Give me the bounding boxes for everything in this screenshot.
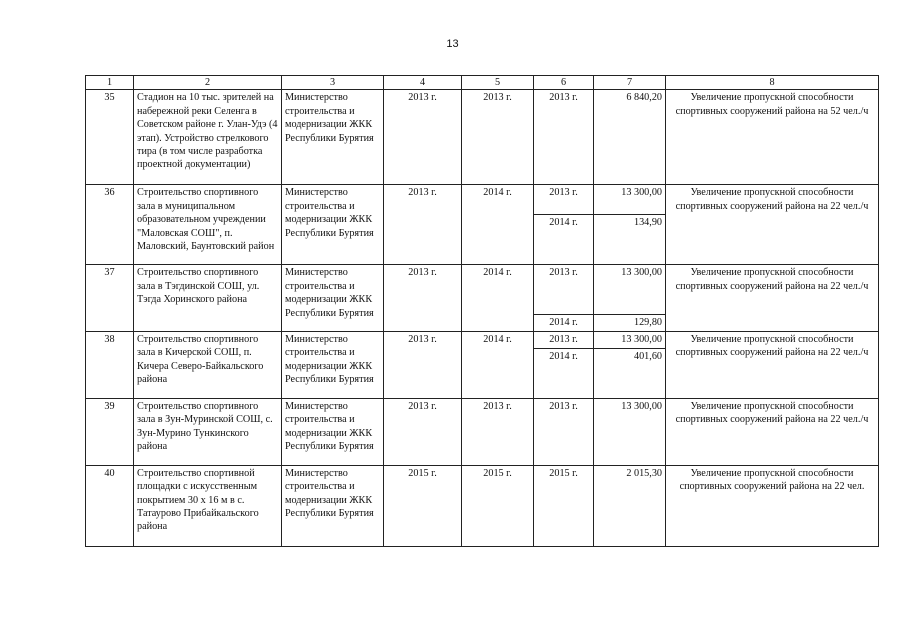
header-cell: 5 <box>462 76 534 90</box>
funding-year: 2013 г. <box>534 265 594 315</box>
funding-year: 2013 г. <box>534 185 594 215</box>
header-cell: 4 <box>384 76 462 90</box>
table-row <box>86 398 879 465</box>
project-name: Строительство спортивного зала в Кичерской СОШ, п. Кичера Северо-Байкальского района <box>134 331 282 398</box>
funding-amount: 2 015,30 <box>594 465 666 546</box>
expected-result: Увеличение пропускной способности спортивных сооружений района на 22 чел./ч <box>666 185 879 265</box>
header-cell: 6 <box>534 76 594 90</box>
header-cell: 8 <box>666 76 879 90</box>
program-table <box>85 75 879 547</box>
header-cell: 7 <box>594 76 666 90</box>
executor: Министерство строительства и модернизации ЖКК Республики Бурятия <box>282 90 384 185</box>
funding-amount: 13 300,00 <box>594 185 666 215</box>
start-year: 2013 г. <box>384 398 462 465</box>
funding-year: 2014 г. <box>534 215 594 265</box>
table-row <box>86 90 879 185</box>
end-year: 2014 г. <box>462 265 534 331</box>
row-number: 35 <box>86 90 134 185</box>
funding-year: 2013 г. <box>534 90 594 185</box>
funding-year: 2014 г. <box>534 348 594 398</box>
funding-year: 2015 г. <box>534 465 594 546</box>
funding-amount: 13 300,00 <box>594 265 666 315</box>
expected-result: Увеличение пропускной способности спортивных сооружений района на 22 чел./ч <box>666 265 879 331</box>
executor: Министерство строительства и модернизации ЖКК Республики Бурятия <box>282 398 384 465</box>
start-year: 2013 г. <box>384 185 462 265</box>
row-number: 39 <box>86 398 134 465</box>
end-year: 2013 г. <box>462 90 534 185</box>
funding-amount: 401,60 <box>594 348 666 398</box>
project-name: Строительство спортивного зала в муниципальном образовательном учреждении "Маловская СОШ", п. Маловский, Баунтовский район <box>134 185 282 265</box>
funding-year: 2014 г. <box>534 315 594 331</box>
project-name: Строительство спортивного зала в Тэгдинской СОШ, ул. Тэгда Хоринского района <box>134 265 282 331</box>
header-cell: 1 <box>86 76 134 90</box>
header-cell: 2 <box>134 76 282 90</box>
funding-amount: 13 300,00 <box>594 331 666 348</box>
end-year: 2015 г. <box>462 465 534 546</box>
table-row <box>86 331 879 348</box>
start-year: 2013 г. <box>384 90 462 185</box>
header-row <box>86 76 879 90</box>
expected-result: Увеличение пропускной способности спортивных сооружений района на 52 чел./ч <box>666 90 879 185</box>
executor: Министерство строительства и модернизации ЖКК Республики Бурятия <box>282 185 384 265</box>
expected-result: Увеличение пропускной способности спортивных сооружений района на 22 чел./ч <box>666 398 879 465</box>
start-year: 2015 г. <box>384 465 462 546</box>
end-year: 2013 г. <box>462 398 534 465</box>
page-number: 13 <box>446 38 459 50</box>
funding-amount: 134,90 <box>594 215 666 265</box>
expected-result: Увеличение пропускной способности спортивных сооружений района на 22 чел./ч <box>666 331 879 398</box>
row-number: 40 <box>86 465 134 546</box>
executor: Министерство строительства и модернизации ЖКК Республики Бурятия <box>282 465 384 546</box>
project-name: Строительство спортивной площадки с искусственным покрытием 30 х 16 м в с. Татаурово Прибайкальского района <box>134 465 282 546</box>
funding-year: 2013 г. <box>534 331 594 348</box>
project-name: Стадион на 10 тыс. зрителей на набережной реки Селенга в Советском районе г. Улан-Удэ (4 этап). Устройство стрелкового тира (в том числе разработка проектной документации) <box>134 90 282 185</box>
row-number: 38 <box>86 331 134 398</box>
end-year: 2014 г. <box>462 331 534 398</box>
funding-amount: 129,80 <box>594 315 666 331</box>
row-number: 37 <box>86 265 134 331</box>
table-row <box>86 265 879 315</box>
funding-amount: 6 840,20 <box>594 90 666 185</box>
row-number: 36 <box>86 185 134 265</box>
executor: Министерство строительства и модернизации ЖКК Республики Бурятия <box>282 331 384 398</box>
start-year: 2013 г. <box>384 265 462 331</box>
funding-year: 2013 г. <box>534 398 594 465</box>
table-row <box>86 465 879 546</box>
expected-result: Увеличение пропускной способности спортивных сооружений района на 22 чел. <box>666 465 879 546</box>
start-year: 2013 г. <box>384 331 462 398</box>
project-name: Строительство спортивного зала в Зун-Муринской СОШ, с. Зун-Мурино Тункинского района <box>134 398 282 465</box>
table-row <box>86 185 879 215</box>
end-year: 2014 г. <box>462 185 534 265</box>
executor: Министерство строительства и модернизации ЖКК Республики Бурятия <box>282 265 384 331</box>
header-cell: 3 <box>282 76 384 90</box>
funding-amount: 13 300,00 <box>594 398 666 465</box>
